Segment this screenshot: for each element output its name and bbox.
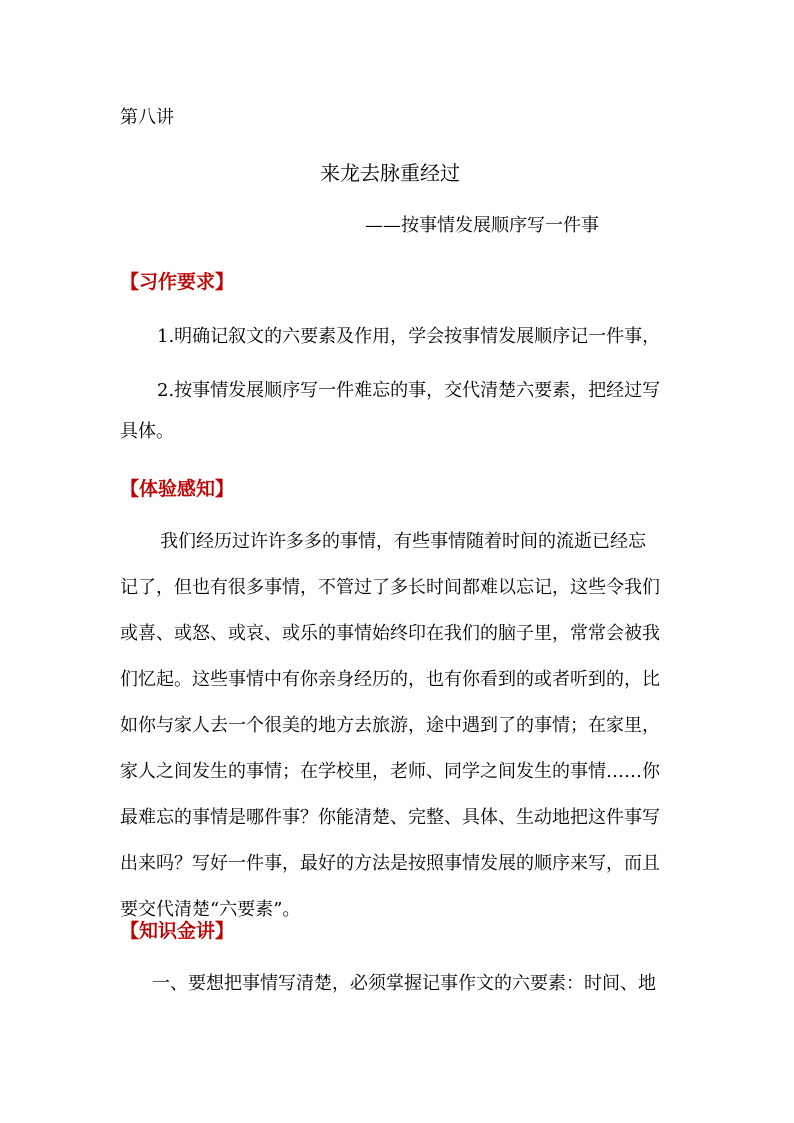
paragraph-line: 家人之间发生的事情；在学校里，老师、同学之间发生的事情……你: [120, 761, 660, 782]
section-heading-requirements: 【习作要求】: [120, 271, 235, 293]
paragraph-line: 最难忘的事情是哪件事？你能清楚、完整、具体、生动地把这件事写: [120, 807, 660, 828]
paragraph-line: 记了，但也有很多事情，不管过了多长时间都难以忘记，这些令我们: [120, 577, 660, 598]
requirement-2-continued: 具体。: [120, 421, 174, 442]
paragraph-line: 们忆起。这些事情中有你亲身经历的，也有你看到的或者听到的，比: [120, 669, 660, 690]
requirement-2: 2.按事情发展顺序写一件难忘的事，交代清楚六要素，把经过写: [157, 380, 661, 401]
section-heading-experience: 【体验感知】: [120, 478, 235, 500]
document-subtitle: ——按事情发展顺序写一件事: [365, 215, 599, 236]
requirement-1: 1.明确记叙文的六要素及作用，学会按事情发展顺序记一件事，: [157, 326, 661, 347]
paragraph-line: 如你与家人去一个很美的地方去旅游，途中遇到了的事情；在家里，: [120, 715, 660, 736]
paragraph-line: 我们经历过许许多多的事情，有些事情随着时间的流逝已经忘: [160, 531, 646, 552]
document-title: 来龙去脉重经过: [320, 161, 460, 185]
lecture-label: 第八讲: [120, 107, 174, 128]
paragraph-line: 要交代清楚“六要素”。: [120, 899, 301, 920]
knowledge-line-1: 一、要想把事情写清楚，必须掌握记事作文的六要素：时间、地: [152, 973, 656, 994]
section-heading-knowledge: 【知识金讲】: [120, 920, 235, 942]
paragraph-line: 出来吗？写好一件事，最好的方法是按照事情发展的顺序来写，而且: [120, 853, 660, 874]
paragraph-line: 或喜、或怒、或哀、或乐的事情始终印在我们的脑子里，常常会被我: [120, 623, 660, 644]
